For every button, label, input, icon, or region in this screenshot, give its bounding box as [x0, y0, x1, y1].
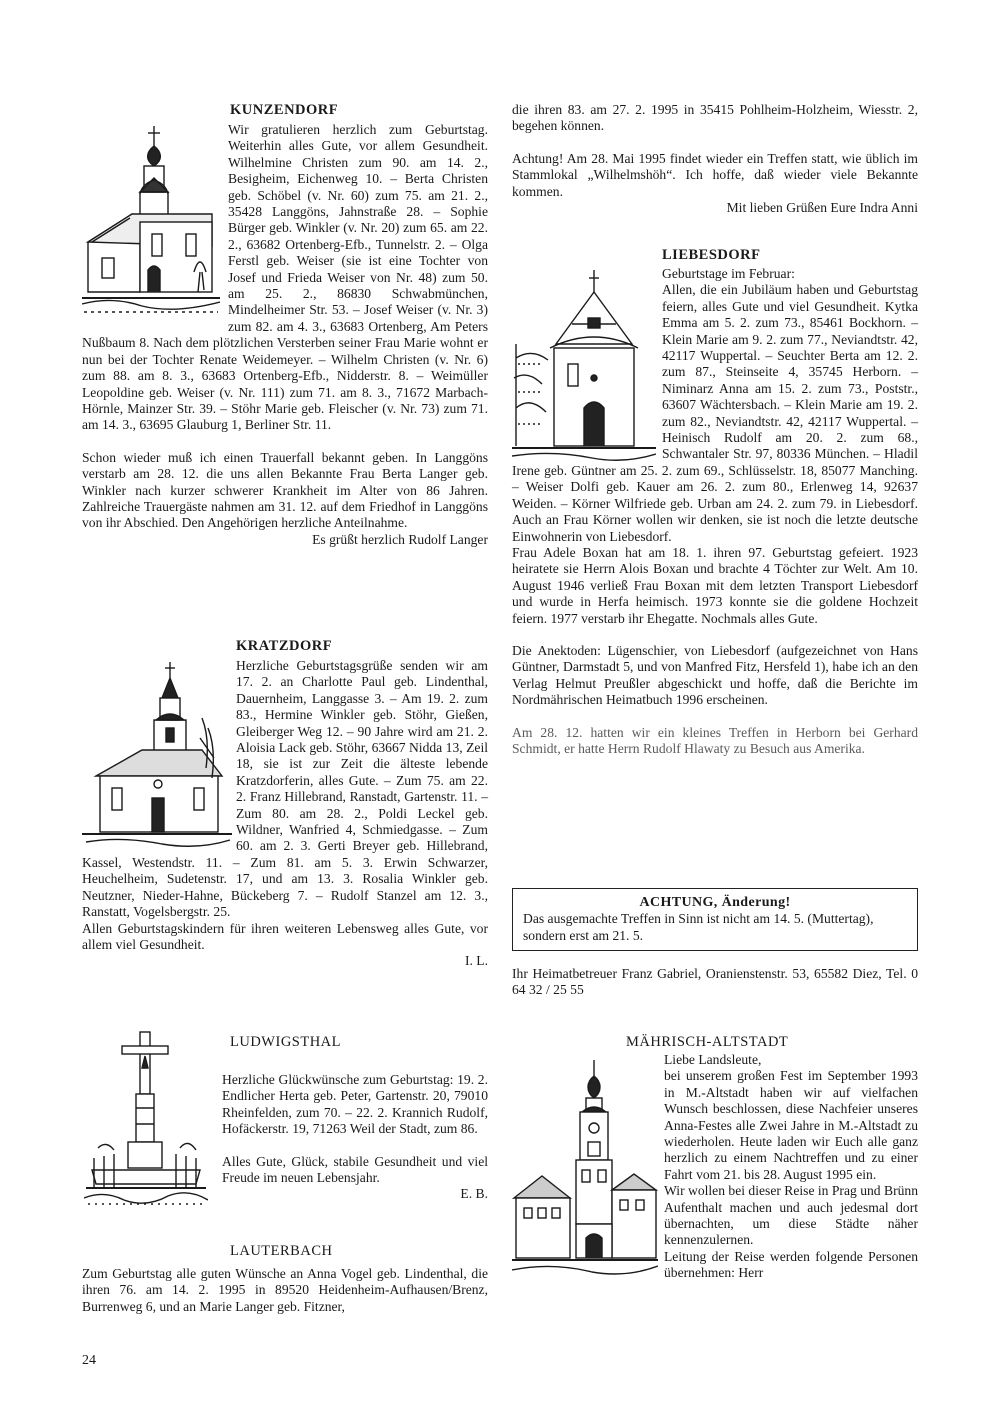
kunzendorf-heading: KUNZENDORF: [230, 102, 339, 118]
kunzendorf-birthdays: Wir gratulieren herzlich zum Geburtstag. Weiterhin alles Gute, vor allem Gesundheit. Wilhelmine Christen zum 90. am 14. 2., Besigheim, Eichenweg 10. – Berta Christen geb. Schöbel (v. Nr. 60) zum 75. am 21. 2., 35428 Langgöns, Jahnstraße 28. – Sophie Bürger geb. Winkler (v. Nr. 20) zum 65. am 22. 2., 63682 Ortenberg-Efb., Tunnelstr. 2. – Olga Ferstl geb. Weiser (sie ist eine Tochter von Josef und Frieda Weiser von Nr. 48) zum 50. am 25. 2., 86830 Schwabmünchen, Mindelheimer Str. 53. – Josef Weiser (v. Nr. 3) zum 82. am 4. 3., 63683 Ortenberg, Am Peters Nußbaum 8. Nach dem plötzlichen Versterben seiner Frau Marie wohnt er nun bei der Tochter Renate Weidemeyer. – Wilhelm Christen (v. Nr. 6) zum 88. am 8. 3., 63683 Ortenberg-Efb., Nidderstr. 8. – Weimüller Leopoldine geb. Weiser (v. Nr. 111) zum 71. am 8. 3., 71672 Marbach-Hörnle, Mainzer Str. 39. – Stöhr Marie geb. Fleischer (v. Nr. 73) zum 71. am 14. 3., 63695 Glauburg 1, Berliner Str. 11.: [82, 122, 488, 433]
ludwigsthal-closing: Alles Gute, Glück, stabile Gesundheit und viel Freude im neuen Lebensjahr.: [222, 1153, 488, 1186]
liebesdorf-section: [512, 266, 918, 757]
altstadt-invitation: bei unserem großen Fest im September 1993 in M.-Altstadt haben wir auf vielfachen Wunsch beschlossen, diese Nachfeier unseres Anna-Festes alle Zwei Jahre in M.-Altstadt zu wiederholen. Heute laden wir Euch alle ganz herzlich zu einem Nachtreffen und zu einer Fahrt vom 21. bis 28. August 1995 ein.: [664, 1068, 918, 1182]
kratzdorf-heading: KRATZDORF: [236, 638, 333, 654]
change-notice-title: ACHTUNG, Änderung!: [639, 895, 791, 910]
kunzendorf-signoff: Es grüßt herzlich Rudolf Langer: [312, 531, 488, 547]
kratzdorf-closing: Allen Geburtstagskindern für ihren weiteren Lebensweg alles Gute, vor allem viel Gesundheit.: [82, 920, 488, 952]
change-notice-text: Das ausgemachte Treffen in Sinn ist nicht am 14. 5. (Muttertag), sondern erst am 21. 5.: [523, 911, 874, 943]
kunzendorf-continuation: [512, 102, 918, 216]
liebesdorf-anekdoten: Die Anektoden: Lügenschier, von Liebesdorf (aufgezeichnet von Hans Güntner, Darmstadt 5, und von Manfred Fitz, Hersfeld 1), habe ich an den Verlag Helmut Preußler abgeschickt und hoffe, daß die Berichte im Nordmährischen Heimatbuch 1996 erscheinen.: [512, 642, 918, 708]
ludwigsthal-heading: LUDWIGSTHAL: [230, 1034, 342, 1050]
continued-birthday: die ihren 83. am 27. 2. 1995 in 35415 Pohlheim-Holzheim, Wiesstr. 2, begehen können.: [512, 102, 918, 134]
altstadt-greeting: Liebe Landsleute,: [664, 1052, 762, 1067]
lauterbach-heading: LAUTERBACH: [230, 1243, 333, 1259]
ludwigsthal-cross-illustration: [84, 1028, 208, 1208]
page-number: 24: [82, 1353, 96, 1368]
notice-greeting: Mit lieben Grüßen Eure Indra Anni: [726, 200, 918, 216]
ludwigsthal-birthdays: Herzliche Glückwünsche zum Geburtstag: 19. 2. Endlicher Herta geb. Peter, Gartenstr. 20, 79010 Rheinfelden, zum 70. – 22. 2. Krannich Rudolf, Hofäckerstr. 19, 71263 Weil der Stadt, zum 86.: [222, 1072, 488, 1137]
kunzendorf-section: [82, 122, 488, 548]
liebesdorf-intro: Geburtstage im Februar:: [662, 266, 795, 281]
kratzdorf-birthdays: Herzliche Geburtstagsgrüße senden wir am 17. 2. an Charlotte Paul geb. Lindenthal, Dauernheim, Langgasse 3. – Am 19. 2. zum 83., Hermine Winkler geb. Stöhr, Gießen, Gleiberger Weg 12. – 90 Jahre wird am 21. 2. Aloisia Lack geb. Stöhr, 63667 Nidda 13, Zeil 18, sie ist zur Zeit die älteste lebende Kratzdorferin, alles Gute. – Zum 75. am 22. 2. Franz Hillebrand, Ranstadt, Gartenstr. 11. – Zum 80. am 28. 2., Poldi Leckel geb. Wildner, Wanfried 4, Schmiedgasse. – Zum 60. am 2. 3. Gerti Breyer geb. Hillebrand, Kassel, Westendstr. 11. – Zum 81. am 5. 3. Erwin Schwarzer, Heuchelheim, Sudetenstr. 17, und am 13. 3. Rosalia Winkler geb. Neutzner, Nieder-Hahne, Bückeberg 7. – Rudolf Stanzel am 12. 3., Ranstatt, Vogelsbergstr. 25.: [82, 658, 488, 920]
change-notice-box: [512, 888, 918, 951]
kratzdorf-initials: I. L.: [464, 953, 488, 969]
lauterbach-section: [82, 1266, 488, 1315]
kratzdorf-section: [82, 658, 488, 970]
liebesdorf-boxan: Frau Adele Boxan hat am 18. 1. ihren 97. Geburtstag gefeiert. 1923 heiratete sie Herrn Alois Boxan und brachte 4 Töchter zur Welt. Am 10. August 1946 verließ Frau Boxan mit dem letzten Transport Liebesdorf und wurde in Herfa heimisch. 1973 konnte sie die goldene Hochzeit feiern. 1977 verstarb ihr Ehegatte. Nochmals alles Gute.: [512, 544, 918, 626]
altstadt-section: [512, 1052, 918, 1282]
liebesdorf-herborn-meeting: Am 28. 12. hatten wir ein kleines Treffen in Herborn bei Gerhard Schmidt, er hatte Herrn Rudolf Hlawaty zu Besuch aus Amerika.: [512, 724, 918, 756]
liebesdorf-birthdays: Allen, die ein Jubiläum haben und Geburtstag feiern, alles Gute und viel Gesundheit. Kytka Emma am 5. 2. zum 73., 85461 Bockhorn. – Klein Marie am 9. 2. zum 77., Neviandtstr. 42, 42117 Wuppertal. – Seuchter Berta am 12. 2. zum 87., Steinseite 4, 35745 Herborn. – Niminarz Anna am 15. 2. zum 73., Poststr., 63607 Wächtersbach. – Klein Marie am 19. 2. zum 82., Neviandtstr. 42, 42117 Wuppertal. – Heinisch Rudolf am 20. 2. zum 68., Schwantaler Str. 97, 80336 München. – Hladil Irene geb. Güntner am 25. 2. zum 69., Schlüsselstr. 18, 85077 Manching. – Weiser Dolfi geb. Kauer am 26. 2. zum 80., Erlenweg 14, 92637 Weiden. – Körner Wilfriede geb. Urban am 24. 2. zum 79. in Liebesdorf. Auch an Frau Körner wollen wir denken, sie ist noch die letzte deutsche Einwohnerin von Liebesdorf.: [512, 282, 918, 544]
lauterbach-birthdays: Zum Geburtstag alle guten Wünsche an Anna Vogel geb. Lindenthal, die ihren 76. am 14. 2. 1995 in 89520 Heidenheim-Aufhausen/Brenz, Burrenweg 6, und an Marie Langer geb. Fitzner,: [82, 1266, 488, 1314]
altstadt-trip-details: Wir wollen bei dieser Reise in Prag und Brünn Aufenthalt machen und auch jedesmal dort übernachten, um diese Städte näher kennenzulernen.: [664, 1183, 918, 1248]
altstadt-trip-leaders: Leitung der Reise werden folgende Personen übernehmen: Herr: [664, 1248, 918, 1281]
altstadt-heading: MÄHRISCH-ALTSTADT: [626, 1034, 789, 1050]
ludwigsthal-section: [222, 1072, 488, 1203]
liebesdorf-signoff-block: [512, 966, 918, 999]
kunzendorf-obituary: Schon wieder muß ich einen Trauerfall bekannt geben. In Langgöns verstarb am 28. 12. die uns allen Bekannte Frau Berta Langer geb. Winkler nach kurzer schwerer Krankheit im Alter von 86 Jahren. Zahlreiche Trauergäste nahmen am 31. 12. auf dem Friedhof in Langgöns von ihr Abschied. Den Angehörigen herzliche Anteilnahme.: [82, 449, 488, 531]
liebesdorf-signoff: Ihr Heimatbetreuer Franz Gabriel, Oranienstenstr. 53, 65582 Diez, Tel. 0 64 32 / 25 55: [512, 966, 918, 998]
meeting-notice: Achtung! Am 28. Mai 1995 findet wieder ein Treffen statt, wie üblich im Stammlokal „Wilhelmshöh“. Ich hoffe, daß wieder viele Bekannte kommen.: [512, 150, 918, 199]
liebesdorf-heading: LIEBESDORF: [662, 247, 761, 263]
ludwigsthal-initials: E. B.: [460, 1186, 488, 1202]
